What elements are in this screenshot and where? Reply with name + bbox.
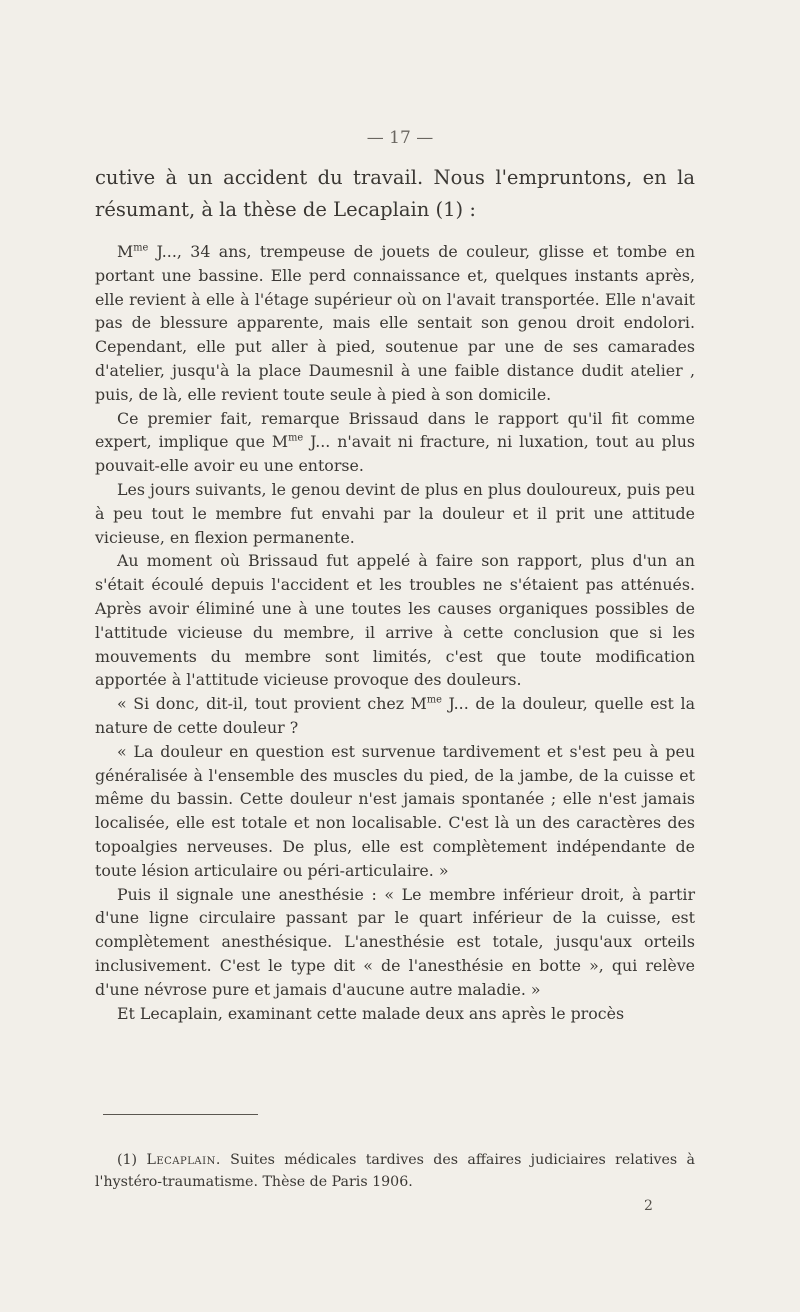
paragraph-8: Et Lecaplain, examinant cette malade deux ans après le procès bbox=[117, 1003, 625, 1023]
paragraph-7: Puis il signale une anesthésie : « Le membre inférieur droit, à partir d'une ligne circulaire passant par le quart inférieur de la cuisse, est complètement anesthésique. L'anesthésie est totale, jusqu'aux orteils inclusivement. C'est le type dit « de l'anesthésie en botte », qui relève d'une névrose pure et jamais d'aucune autre maladie. » bbox=[95, 884, 695, 999]
p5-post: J... de la douleur, quelle est la nature de cette douleur ? bbox=[95, 694, 695, 737]
paragraph-5 bbox=[95, 692, 695, 740]
p2-post: J... n'avait ni fracture, ni luxation, tout au plus pouvait-elle avoir eu une entorse. bbox=[95, 432, 695, 476]
footnote-marker: (1) bbox=[117, 1152, 147, 1168]
p2-sup: me bbox=[288, 433, 304, 445]
page-number: — 17 — bbox=[366, 128, 434, 148]
p1-post: J..., 34 ans, trempeuse de jouets de couleur, glisse et tombe en portant une bassine. Elle perd connaissance et, quelques instants après, elle revient à elle à l'étage supérieur où on l'avait transportée. Elle n'avait pas de blessure apparente, mais elle sentait son genou droit endolori. Cependant, elle put aller à pied, soutenue par une de ses camarades d'atelier, jusqu'à la place Daumesnil à une faible distance dudit atelier , puis, de là, elle revient toute seule à pied à son domicile. bbox=[95, 242, 695, 404]
p5-pre: « Si donc, dit-il, tout provient chez M bbox=[117, 694, 427, 714]
paragraph-1 bbox=[95, 240, 695, 407]
footnote-text: Suites médicales tardives des affaires judiciaires relatives à l'hystéro-traumatisme. Thèse de Paris 1906. bbox=[95, 1152, 695, 1190]
p2-pre: Ce premier fait, remarque Brissaud dans le rapport qu'il fit comme expert, implique que M bbox=[95, 408, 695, 452]
paragraph-6: « La douleur en question est survenue tardivement et s'est peu à peu généralisée à l'ensemble des muscles du pied, de la jambe, de la cuisse et même du bassin. Cette douleur n'est jamais spontanée ; elle n'est jamais localisée, elle est totale et non localisable. C'est là un des caractères des topoalgies nerveuses. De plus, elle est complètement indépendante de toute lésion articulaire ou péri-articulaire. » bbox=[95, 741, 695, 880]
paragraph-4: Au moment où Brissaud fut appelé à faire son rapport, plus d'un an s'était écoulé depuis l'accident et les troubles ne s'étaient pas atténués. Après avoir éliminé une à une toutes les causes organiques possibles de l'attitude vicieuse du membre, il arrive à cette conclusion que si les mouvements du membre sont limités, c'est que toute modification apportée à l'attitude vicieuse provoque des douleurs. bbox=[95, 551, 695, 690]
p5-sup: me bbox=[426, 694, 442, 706]
intro-paragraph: cutive à un accident du travail. Nous l'empruntons, en la résumant, à la thèse de Lecaplain (1) : bbox=[95, 166, 695, 221]
paragraph-2 bbox=[95, 407, 695, 478]
p1-pre: M bbox=[117, 242, 134, 261]
p1-sup: me bbox=[133, 242, 149, 254]
footnote bbox=[95, 1149, 695, 1193]
footnote-author: Lecaplain. bbox=[146, 1152, 221, 1168]
footnote-rule bbox=[103, 1114, 258, 1115]
signature-mark: 2 bbox=[644, 1198, 653, 1214]
paragraph-3: Les jours suivants, le genou devint de plus en plus douloureux, puis peu à peu tout le membre fut envahi par la douleur et il prit une attitude vicieuse, en flexion permanente. bbox=[95, 479, 695, 547]
body-text bbox=[95, 240, 695, 1025]
